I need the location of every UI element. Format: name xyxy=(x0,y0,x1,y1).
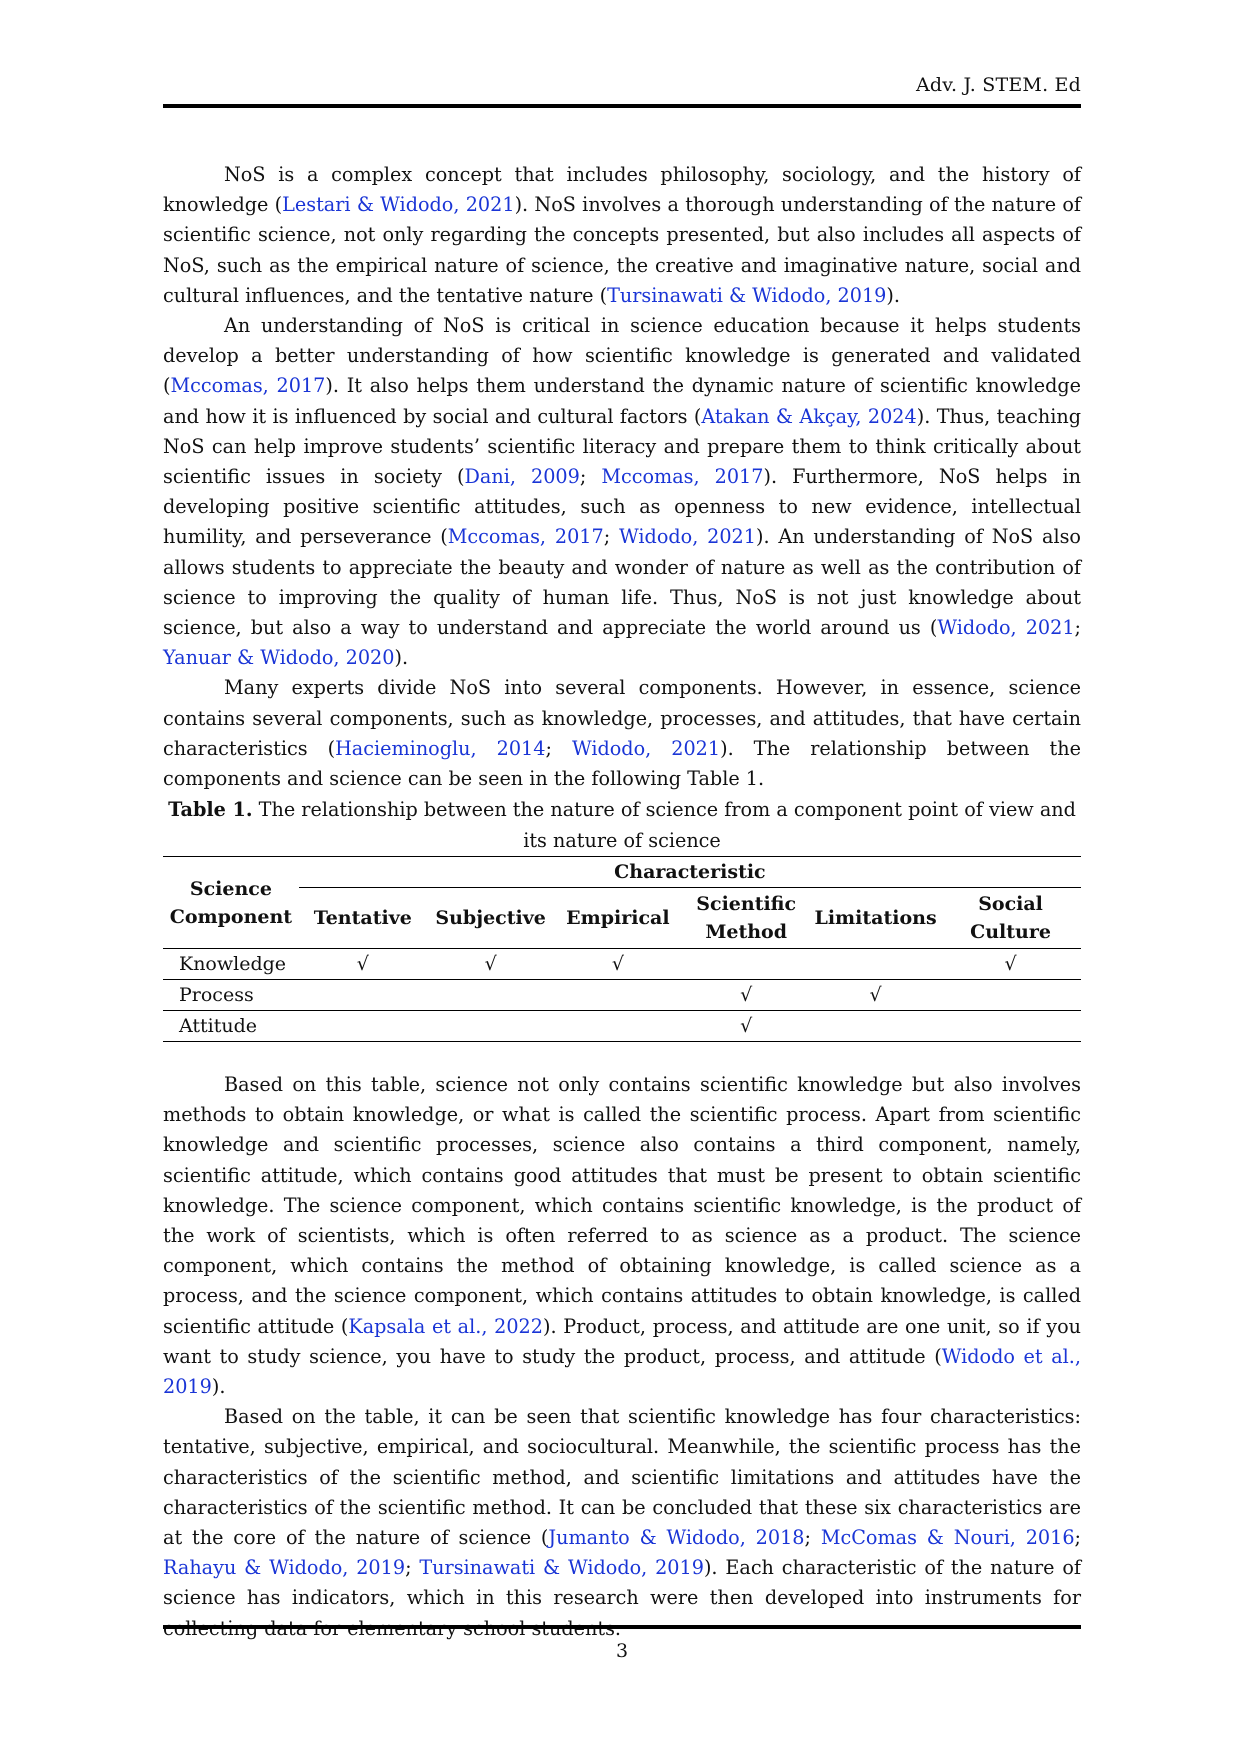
column-header: Scientific Method xyxy=(681,888,811,949)
table-caption xyxy=(163,795,1081,856)
citation-link[interactable]: Widodo, 2021 xyxy=(619,525,756,549)
table-caption-text: The relationship between the nature of science from a component point of view and its nature of science xyxy=(252,798,1076,852)
citation-link[interactable]: Mccomas, 2017 xyxy=(170,374,326,398)
citation-link[interactable]: Tursinawati & Widodo, 2019 xyxy=(607,283,887,307)
body-text-upper xyxy=(163,160,1081,794)
row-label: Knowledge xyxy=(163,949,299,980)
paragraph-4: Based on this table, science not only contains scientific knowledge but also involves methods to obtain knowledge, or what is called the scientific process. Apart from scientific knowledge and scientific processes, science also contains a third component, namely, scientific attitude, which contains good attitudes that must be present to obtain scientific knowledge. The science component, which contains scientific knowledge, is the product of the work of scientists, which is often referred to as science as a product. The science component, which contains the method of obtaining knowledge, is called science as a process, and the science component, which contains attitudes to obtain knowledge, is called scientific attitude (Kapsala et al., 2022). Product, process, and attitude are one unit, so if you want to study science, you have to study the product, process, and attitude (Widodo et al., 2019). xyxy=(163,1073,1081,1399)
citation-link[interactable]: Hacieminoglu, 2014 xyxy=(335,736,546,760)
column-header: Limitations xyxy=(811,888,940,949)
citation-link[interactable]: Widodo et al., 2019 xyxy=(163,1344,1081,1399)
citation-link[interactable]: Kapsala et al., 2022 xyxy=(348,1314,543,1338)
citation-link[interactable]: Mccomas, 2017 xyxy=(447,525,604,549)
table-row xyxy=(163,980,1081,1011)
table-1 xyxy=(163,856,1081,1042)
check-mark xyxy=(940,980,1081,1011)
column-header: Tentative xyxy=(299,888,427,949)
check-mark: √ xyxy=(299,949,427,980)
column-header: Social Culture xyxy=(940,888,1081,949)
journal-header: Adv. J. STEM. Ed xyxy=(916,74,1081,96)
column-header-component: Science Component xyxy=(163,857,299,949)
page-number: 3 xyxy=(615,1640,629,1662)
citation-link[interactable]: Atakan & Akçay, 2024 xyxy=(701,404,917,428)
header-rule xyxy=(163,104,1081,108)
check-mark: √ xyxy=(681,980,811,1011)
citation-link[interactable]: Tursinawati & Widodo, 2019 xyxy=(419,1556,704,1580)
table-row xyxy=(163,949,1081,980)
row-label: Process xyxy=(163,980,299,1011)
check-mark xyxy=(681,949,811,980)
table-row xyxy=(163,1011,1081,1042)
paragraph-5: Based on the table, it can be seen that scientific knowledge has four characteristics: tentative, subjective, empirical, and sociocultural. Meanwhile, the scientific process has the characteristics of the scientific method, and scientific limitations and attitudes have the characteristics of the scientific method. It can be concluded that these six characteristics are at the core of the nature of science (Jumanto & Widodo, 2018; McComas & Nouri, 2016; Rahayu & Widodo, 2019; Tursinawati & Widodo, 2019). Each characteristic of the nature of science has indicators, which in this research were then developed into instruments for xyxy=(163,1405,1081,1610)
citation-link[interactable]: Rahayu & Widodo, 2019 xyxy=(163,1556,406,1580)
citation-link[interactable]: Lestari & Widodo, 2021 xyxy=(282,193,515,217)
check-mark: √ xyxy=(427,949,555,980)
citation-link[interactable]: Widodo, 2021 xyxy=(571,736,721,760)
citation-link[interactable]: McComas & Nouri, 2016 xyxy=(820,1526,1075,1550)
citation-link[interactable]: Dani, 2009 xyxy=(464,465,580,489)
citation-link[interactable]: Widodo, 2021 xyxy=(937,616,1075,640)
column-header-characteristic: Characteristic xyxy=(299,857,1081,888)
body-text-lower xyxy=(163,1070,1081,1644)
paragraph-3: Many experts divide NoS into several components. However, in essence, science contains several components, such as knowledge, processes, and attitudes, that have certain characteristics (Hacieminoglu, 2014; Widodo, 2021). The relationship between the components and science can be seen in the following Table 1. xyxy=(163,676,1081,791)
paragraph-1: NoS is a complex concept that includes philosophy, sociology, and the history of knowledge (Lestari & Widodo, 2021). NoS involves a thorough understanding of the nature of scientific science, not only regarding the concepts presented, but also includes all aspects of NoS, such as the empirical nature of science, the creative and imaginative nature, social and cultural influences, and the tentative nature (Tursinawati & Widodo, 2019). xyxy=(163,163,1081,307)
check-mark xyxy=(299,1011,427,1042)
check-mark: √ xyxy=(681,1011,811,1042)
check-mark xyxy=(940,1011,1081,1042)
check-mark xyxy=(427,1011,555,1042)
check-mark xyxy=(427,980,555,1011)
footer-rule xyxy=(163,1625,1081,1629)
check-mark: √ xyxy=(940,949,1081,980)
row-label: Attitude xyxy=(163,1011,299,1042)
citation-link[interactable]: Jumanto & Widodo, 2018 xyxy=(548,1526,805,1550)
check-mark xyxy=(554,1011,681,1042)
citation-link[interactable]: Yanuar & Widodo, 2020 xyxy=(163,646,395,670)
check-mark xyxy=(811,1011,940,1042)
table-caption-label: Table 1. xyxy=(168,798,253,821)
check-mark: √ xyxy=(811,980,940,1011)
check-mark xyxy=(299,980,427,1011)
paragraph-2: An understanding of NoS is critical in science education because it helps students develop a better understanding of how scientific knowledge is generated and validated (Mccomas, 2017). It also helps them understand the dynamic nature of scientific knowledge and how it is influenced by social and cultural factors (Atakan & Akçay, 2024). Thus, teaching NoS can help improve students’ scientific literacy and prepare them to think critically about scientific issues in society (Dani, 2009; Mccomas, 2017). Furthermore, NoS helps in developing positive scientific attitudes, such as openness to new evidence, intellectual humility, and perseverance (Mccomas, 2017; Widodo, 2021). An understanding of NoS also allows students to appreciate the beauty and wonder of nature as well as the contribution of science to improving the quality of human life. Thus, NoS is not just knowledge about science, but also a way to understand and appreciate the world around us (Widodo, 2021; Yanuar & Widodo, 2020). xyxy=(163,314,1082,670)
check-mark xyxy=(554,980,681,1011)
check-mark xyxy=(811,949,940,980)
column-header: Empirical xyxy=(554,888,681,949)
citation-link[interactable]: Mccomas, 2017 xyxy=(601,465,764,489)
column-header: Subjective xyxy=(427,888,555,949)
check-mark: √ xyxy=(554,949,681,980)
